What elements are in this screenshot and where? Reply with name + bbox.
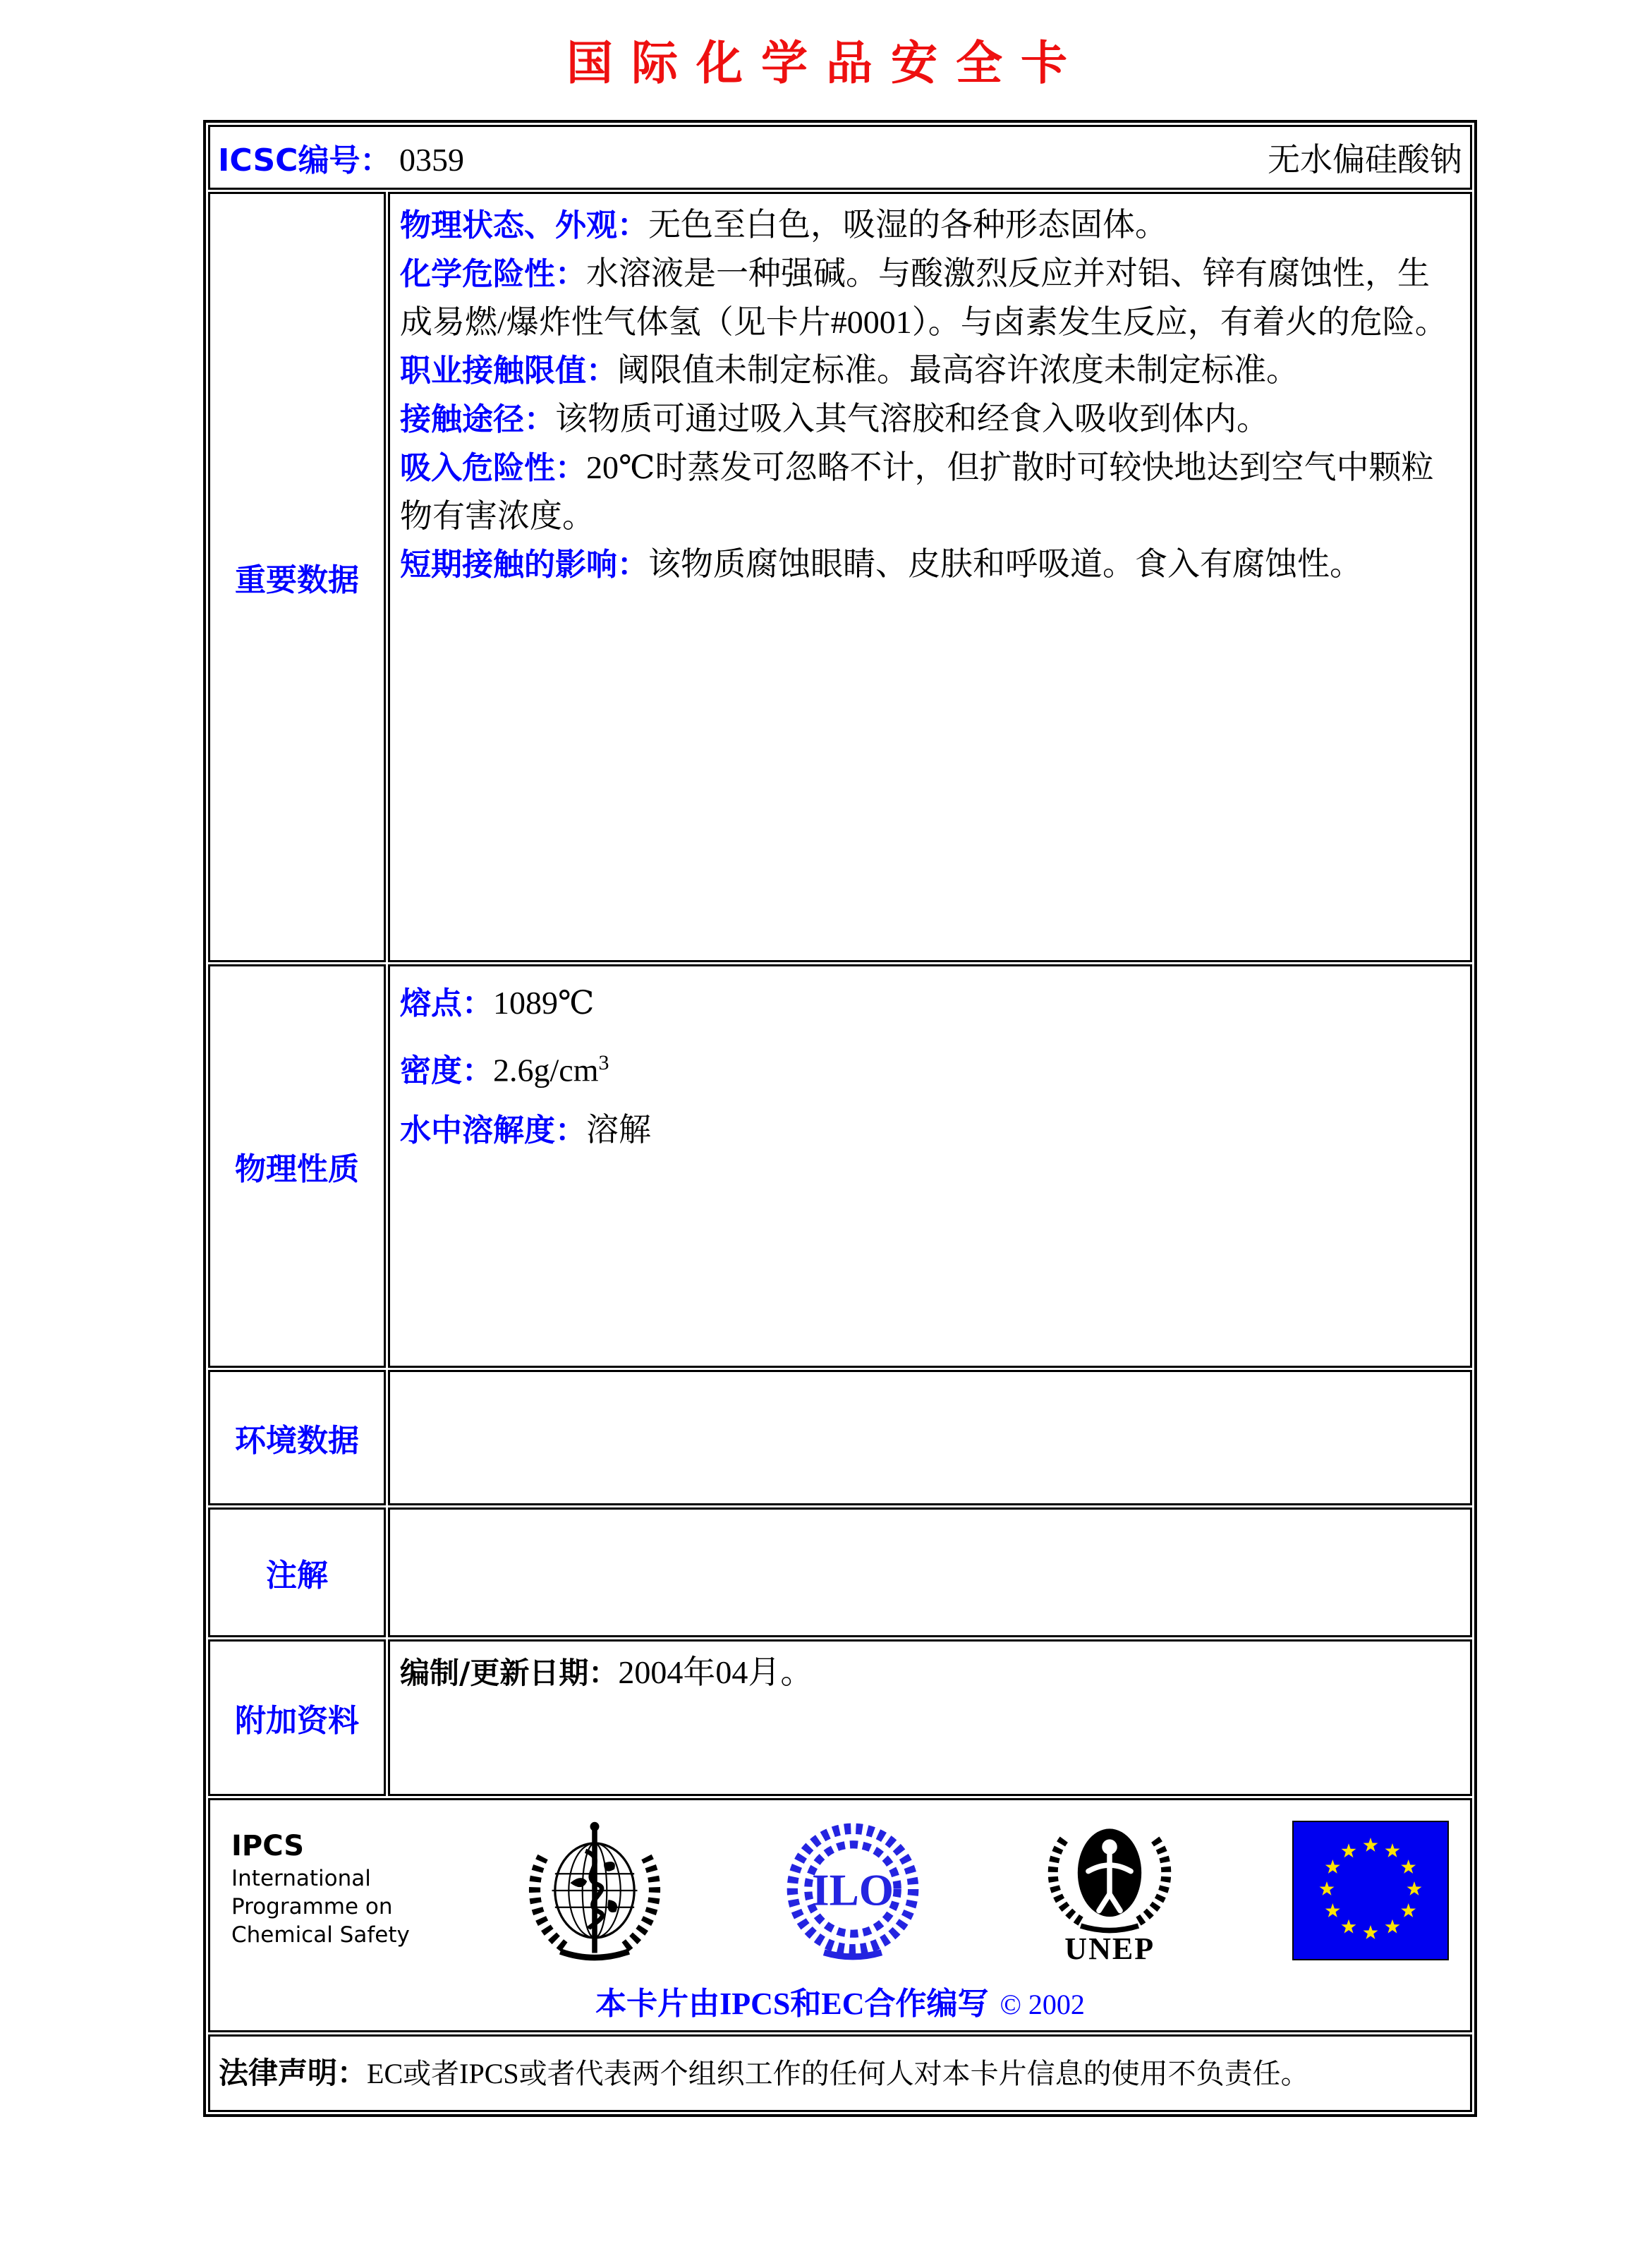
field-melting-point	[400, 973, 1460, 1033]
additional-info-row	[208, 1639, 1472, 1796]
field-value: 无色至白色，吸湿的各种形态固体。	[648, 207, 1167, 243]
field-update-date	[400, 1649, 1460, 1697]
field-key: 水中溶解度：	[400, 1112, 586, 1149]
notes-row	[208, 1507, 1472, 1637]
icsc-number-value: 0359	[399, 142, 464, 178]
ipcs-line: Programme on	[231, 1894, 393, 1919]
chemical-name: 无水偏硅酸钠	[1268, 142, 1462, 178]
section-label-environmental-data: 环境数据	[208, 1370, 386, 1505]
page-title: 国际化学品安全卡	[566, 35, 1086, 90]
field-value: 阈限值未制定标准。最高容许浓度未制定标准。	[617, 352, 1299, 388]
section-label-additional-info: 附加资料	[208, 1639, 386, 1796]
section-label-important-data: 重要数据	[208, 192, 386, 962]
icsc-number-group	[218, 135, 464, 180]
logos-cell	[208, 1798, 1472, 2032]
field-density	[400, 1033, 1460, 1100]
environmental-data-row	[208, 1370, 1472, 1505]
unep-wordmark: UNEP	[1064, 1931, 1155, 1966]
legal-text: EC或者IPCS或者代表两个组织工作的任何人对本卡片信息的使用不负责任。	[367, 2057, 1309, 2089]
field-value: 溶解	[586, 1112, 651, 1148]
field-physical-state	[400, 201, 1460, 250]
physical-properties-row	[208, 964, 1472, 1368]
field-value: 该物质腐蚀眼睛、皮肤和呼吸道。食入有腐蚀性。	[648, 546, 1362, 582]
icsc-number-label: ICSC编号：	[218, 142, 391, 178]
ilo-logo-icon	[779, 1819, 927, 1962]
unep-logo-icon	[1033, 1815, 1186, 1935]
field-value: 水溶液是一种强碱。与酸激烈反应并对铝、锌有腐蚀性，生成易燃/爆炸性气体氢（见卡片#0001）。与卤素发生反应，有着火的危险。	[400, 255, 1447, 340]
field-key: 熔点：	[400, 985, 493, 1021]
icsc-table	[203, 120, 1477, 2117]
field-value: 该物质可通过吸入其气溶胶和经食入吸收到体内。	[555, 401, 1269, 437]
field-key: 编制/更新日期：	[400, 1656, 619, 1690]
ilo-letters: ILO	[812, 1865, 894, 1915]
field-inhalation-risk	[400, 444, 1460, 540]
field-short-term-effects	[400, 540, 1460, 589]
field-key: 接触途径：	[400, 401, 555, 437]
copyright-text: © 2002	[1000, 1989, 1085, 2020]
header-flex	[211, 128, 1469, 187]
section-content-additional-info	[388, 1639, 1472, 1796]
section-label-physical-properties: 物理性质	[208, 964, 386, 1368]
field-key: 化学危险性：	[400, 256, 586, 292]
eu-flag-icon	[1292, 1821, 1449, 1960]
field-value-superscript: 3	[598, 1051, 609, 1074]
field-value: 1089℃	[493, 985, 595, 1021]
section-content-important-data	[388, 192, 1472, 962]
field-exposure-routes	[400, 395, 1460, 444]
field-key: 密度：	[400, 1052, 493, 1089]
cooperation-caption	[227, 1978, 1453, 2023]
caption-text: 本卡片由IPCS和EC合作编写	[595, 1986, 989, 2021]
logo-strip	[227, 1814, 1453, 1967]
field-occupational-limits	[400, 346, 1460, 395]
field-value: 2004年04月。	[618, 1654, 813, 1690]
legal-label: 法律声明：	[219, 2055, 368, 2090]
field-key: 物理状态、外观：	[400, 207, 648, 243]
important-data-row	[208, 192, 1472, 962]
field-water-solubility	[400, 1100, 1460, 1160]
field-chemical-danger	[400, 250, 1460, 346]
unep-logo-block	[1033, 1815, 1186, 1967]
field-key: 短期接触的影响：	[400, 547, 648, 583]
field-value: 2.6g/cm	[493, 1052, 599, 1088]
section-content-notes	[388, 1507, 1472, 1637]
who-logo-icon	[516, 1814, 673, 1967]
logos-row	[208, 1798, 1472, 2032]
field-value: 20℃时蒸发可忽略不计，但扩散时可较快地达到空气中颗粒物有害浓度。	[400, 449, 1434, 534]
ipcs-text-block	[231, 1832, 410, 1949]
field-key: 职业接触限值：	[400, 353, 617, 389]
legal-row	[208, 2034, 1472, 2112]
section-content-physical-properties	[388, 964, 1472, 1368]
ipcs-line: International	[231, 1866, 371, 1891]
header-row	[208, 125, 1472, 190]
ipcs-acronym: IPCS	[231, 1830, 305, 1862]
header-cell	[208, 125, 1472, 190]
ipcs-line: Chemical Safety	[231, 1922, 410, 1948]
section-label-notes: 注解	[208, 1507, 386, 1637]
section-content-environmental-data	[388, 1370, 1472, 1505]
legal-cell	[208, 2034, 1472, 2112]
field-key: 吸入危险性：	[400, 450, 586, 486]
